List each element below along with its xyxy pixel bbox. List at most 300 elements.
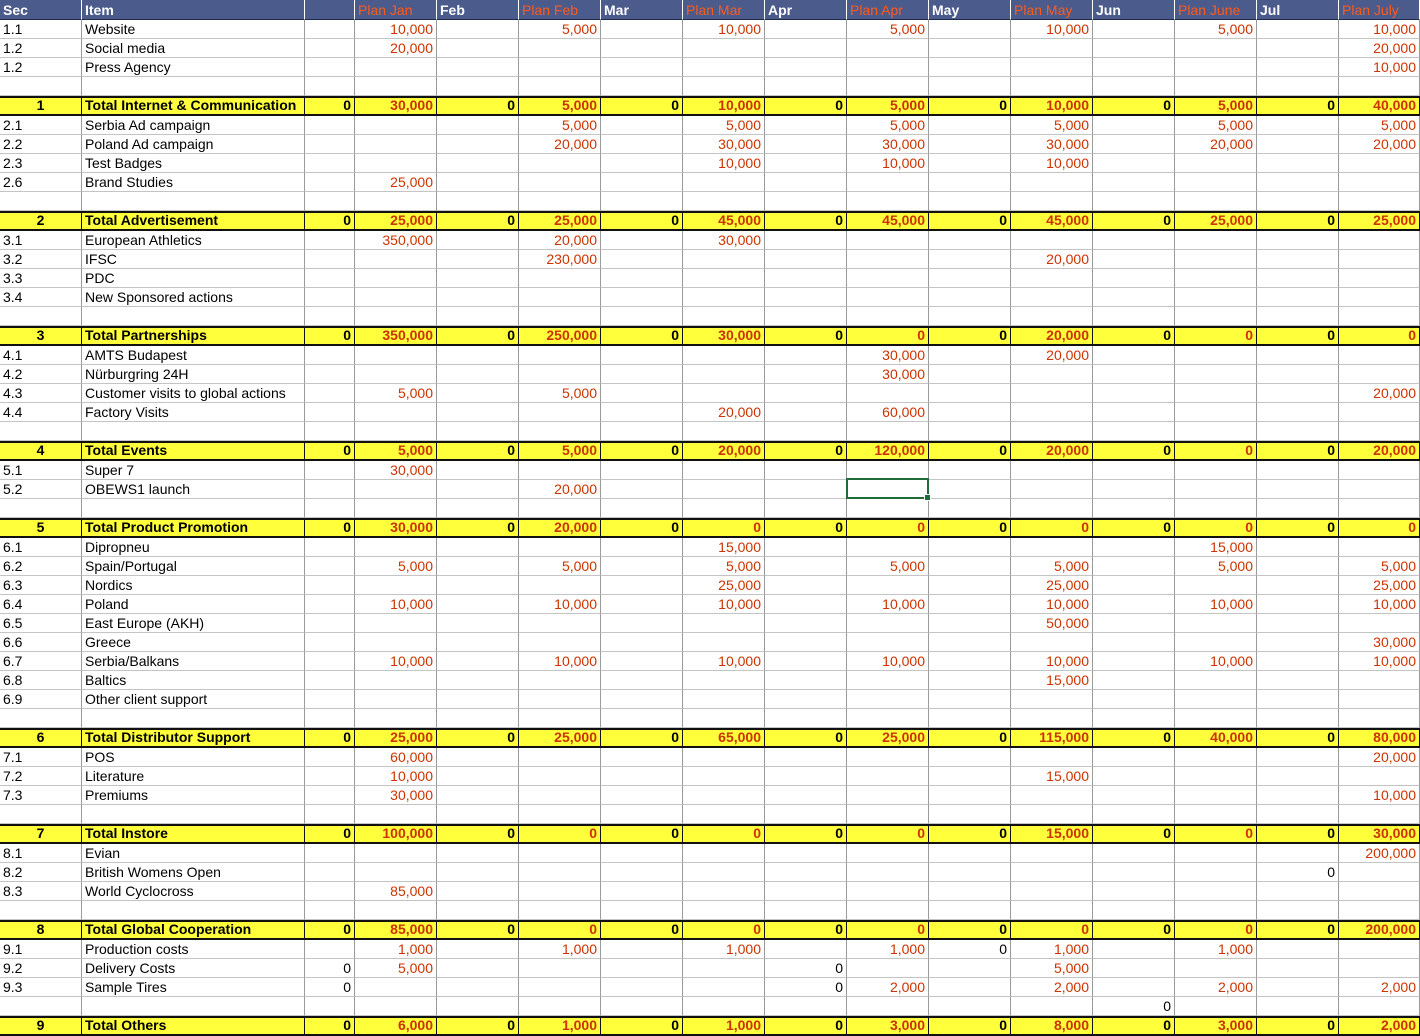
value-cell[interactable]: 20,000 (1011, 326, 1093, 346)
value-cell[interactable] (355, 346, 437, 365)
value-cell[interactable] (847, 863, 929, 882)
item-cell[interactable]: Premiums (82, 786, 305, 805)
value-cell[interactable] (601, 882, 683, 901)
value-cell[interactable] (601, 20, 683, 39)
column-header-item[interactable]: Item (82, 0, 305, 20)
value-cell[interactable] (1257, 231, 1339, 250)
value-cell[interactable] (437, 690, 519, 709)
sec-cell[interactable] (0, 192, 82, 211)
sec-cell[interactable]: 6.8 (0, 671, 82, 690)
value-cell[interactable] (437, 576, 519, 595)
value-cell[interactable]: 0 (929, 824, 1011, 844)
value-cell[interactable] (1339, 77, 1420, 96)
value-cell[interactable] (1175, 231, 1257, 250)
value-cell[interactable] (305, 576, 355, 595)
value-cell[interactable] (437, 173, 519, 192)
value-cell[interactable] (437, 269, 519, 288)
value-cell[interactable] (765, 997, 847, 1016)
value-cell[interactable] (1093, 633, 1175, 652)
value-cell[interactable]: 0 (929, 1016, 1011, 1036)
value-cell[interactable] (929, 997, 1011, 1016)
value-cell[interactable]: 10,000 (1339, 786, 1420, 805)
value-cell[interactable] (765, 384, 847, 403)
value-cell[interactable] (519, 58, 601, 77)
value-cell[interactable]: 1,000 (847, 940, 929, 959)
value-cell[interactable] (683, 959, 765, 978)
value-cell[interactable]: 200,000 (1339, 844, 1420, 863)
value-cell[interactable] (437, 863, 519, 882)
item-cell[interactable]: Test Badges (82, 154, 305, 173)
value-cell[interactable]: 20,000 (1339, 441, 1420, 461)
value-cell[interactable]: 0 (1175, 518, 1257, 538)
value-cell[interactable] (601, 767, 683, 786)
value-cell[interactable] (929, 805, 1011, 824)
value-cell[interactable]: 0 (1093, 1016, 1175, 1036)
value-cell[interactable] (1257, 786, 1339, 805)
value-cell[interactable] (683, 461, 765, 480)
value-cell[interactable] (601, 250, 683, 269)
value-cell[interactable] (1175, 576, 1257, 595)
value-cell[interactable] (305, 288, 355, 307)
value-cell[interactable]: 0 (519, 824, 601, 844)
value-cell[interactable]: 0 (601, 1016, 683, 1036)
value-cell[interactable] (1175, 346, 1257, 365)
value-cell[interactable] (1093, 192, 1175, 211)
item-cell[interactable]: IFSC (82, 250, 305, 269)
value-cell[interactable]: 10,000 (355, 652, 437, 671)
value-cell[interactable] (765, 269, 847, 288)
item-cell[interactable]: POS (82, 748, 305, 767)
value-cell[interactable] (601, 346, 683, 365)
value-cell[interactable] (1339, 154, 1420, 173)
value-cell[interactable] (437, 346, 519, 365)
value-cell[interactable] (601, 671, 683, 690)
value-cell[interactable] (1339, 461, 1420, 480)
value-cell[interactable] (847, 307, 929, 326)
value-cell[interactable] (929, 709, 1011, 728)
item-cell[interactable]: Sample Tires (82, 978, 305, 997)
value-cell[interactable] (437, 39, 519, 58)
value-cell[interactable] (305, 767, 355, 786)
value-cell[interactable] (305, 786, 355, 805)
value-cell[interactable] (1257, 346, 1339, 365)
value-cell[interactable] (1175, 269, 1257, 288)
value-cell[interactable]: 1,000 (1011, 940, 1093, 959)
value-cell[interactable]: 10,000 (1011, 154, 1093, 173)
value-cell[interactable] (1175, 384, 1257, 403)
value-cell[interactable] (1093, 690, 1175, 709)
value-cell[interactable]: 0 (437, 441, 519, 461)
value-cell[interactable]: 10,000 (683, 20, 765, 39)
value-cell[interactable] (1175, 901, 1257, 920)
value-cell[interactable]: 25,000 (847, 728, 929, 748)
value-cell[interactable] (765, 403, 847, 422)
value-cell[interactable] (1093, 422, 1175, 441)
value-cell[interactable]: 5,000 (1011, 557, 1093, 576)
value-cell[interactable] (305, 269, 355, 288)
sec-cell[interactable]: 4.4 (0, 403, 82, 422)
value-cell[interactable] (601, 480, 683, 499)
value-cell[interactable] (1257, 614, 1339, 633)
column-header-sec[interactable]: Sec (0, 0, 82, 20)
item-cell[interactable]: Nordics (82, 576, 305, 595)
value-cell[interactable] (1011, 863, 1093, 882)
value-cell[interactable]: 20,000 (1175, 135, 1257, 154)
value-cell[interactable]: 0 (1257, 326, 1339, 346)
sec-cell[interactable]: 3.1 (0, 231, 82, 250)
value-cell[interactable]: 10,000 (355, 767, 437, 786)
value-cell[interactable] (601, 365, 683, 384)
value-cell[interactable]: 0 (1175, 920, 1257, 940)
value-cell[interactable]: 10,000 (519, 595, 601, 614)
value-cell[interactable] (601, 844, 683, 863)
value-cell[interactable] (1339, 863, 1420, 882)
value-cell[interactable] (1011, 538, 1093, 557)
value-cell[interactable] (1011, 39, 1093, 58)
value-cell[interactable] (1175, 480, 1257, 499)
value-cell[interactable] (765, 307, 847, 326)
item-cell[interactable]: Evian (82, 844, 305, 863)
value-cell[interactable]: 5,000 (1175, 557, 1257, 576)
value-cell[interactable]: 1,000 (1175, 940, 1257, 959)
value-cell[interactable] (1011, 805, 1093, 824)
value-cell[interactable]: 0 (1257, 441, 1339, 461)
value-cell[interactable] (601, 231, 683, 250)
value-cell[interactable] (1093, 805, 1175, 824)
value-cell[interactable] (519, 882, 601, 901)
value-cell[interactable] (355, 576, 437, 595)
sec-cell[interactable]: 5.1 (0, 461, 82, 480)
item-cell[interactable]: OBEWS1 launch (82, 480, 305, 499)
value-cell[interactable]: 0 (765, 518, 847, 538)
value-cell[interactable] (1175, 499, 1257, 518)
value-cell[interactable]: 0 (1257, 96, 1339, 116)
value-cell[interactable]: 20,000 (1011, 441, 1093, 461)
item-cell[interactable]: Other client support (82, 690, 305, 709)
value-cell[interactable] (1011, 288, 1093, 307)
value-cell[interactable] (765, 58, 847, 77)
value-cell[interactable] (601, 384, 683, 403)
value-cell[interactable] (1175, 39, 1257, 58)
value-cell[interactable]: 20,000 (1339, 135, 1420, 154)
value-cell[interactable] (437, 192, 519, 211)
value-cell[interactable]: 5,000 (1339, 557, 1420, 576)
value-cell[interactable]: 10,000 (683, 154, 765, 173)
column-header-plan-mar[interactable]: Plan Mar (683, 0, 765, 20)
value-cell[interactable] (1093, 173, 1175, 192)
value-cell[interactable] (1339, 614, 1420, 633)
column-header-plan-feb[interactable]: Plan Feb (519, 0, 601, 20)
value-cell[interactable] (305, 805, 355, 824)
value-cell[interactable]: 0 (305, 978, 355, 997)
value-cell[interactable] (355, 288, 437, 307)
sec-cell[interactable]: 1.2 (0, 39, 82, 58)
value-cell[interactable] (601, 77, 683, 96)
value-cell[interactable]: 30,000 (1339, 633, 1420, 652)
value-cell[interactable]: 0 (765, 728, 847, 748)
value-cell[interactable] (765, 844, 847, 863)
value-cell[interactable]: 5,000 (847, 557, 929, 576)
value-cell[interactable] (519, 978, 601, 997)
value-cell[interactable] (437, 116, 519, 135)
value-cell[interactable] (683, 346, 765, 365)
value-cell[interactable]: 25,000 (519, 211, 601, 231)
value-cell[interactable] (1093, 882, 1175, 901)
value-cell[interactable] (437, 231, 519, 250)
value-cell[interactable]: 30,000 (847, 365, 929, 384)
value-cell[interactable] (929, 499, 1011, 518)
value-cell[interactable] (1093, 538, 1175, 557)
item-cell[interactable]: Poland Ad campaign (82, 135, 305, 154)
value-cell[interactable] (1093, 116, 1175, 135)
item-cell[interactable]: Super 7 (82, 461, 305, 480)
value-cell[interactable]: 20,000 (1011, 250, 1093, 269)
value-cell[interactable] (1093, 978, 1175, 997)
value-cell[interactable]: 25,000 (355, 728, 437, 748)
sec-cell[interactable]: 4.3 (0, 384, 82, 403)
value-cell[interactable] (601, 422, 683, 441)
value-cell[interactable] (1257, 135, 1339, 154)
value-cell[interactable]: 15,000 (1011, 671, 1093, 690)
value-cell[interactable] (1093, 709, 1175, 728)
sec-cell[interactable] (0, 997, 82, 1016)
value-cell[interactable] (1257, 767, 1339, 786)
value-cell[interactable]: 0 (305, 728, 355, 748)
sec-cell[interactable]: 9 (0, 1016, 82, 1036)
value-cell[interactable] (519, 786, 601, 805)
value-cell[interactable] (1093, 652, 1175, 671)
value-cell[interactable]: 0 (305, 959, 355, 978)
value-cell[interactable]: 0 (1093, 96, 1175, 116)
item-cell[interactable]: British Womens Open (82, 863, 305, 882)
value-cell[interactable] (1257, 39, 1339, 58)
column-header-plan-apr[interactable]: Plan Apr (847, 0, 929, 20)
value-cell[interactable] (519, 633, 601, 652)
column-header-feb[interactable]: Feb (437, 0, 519, 20)
value-cell[interactable] (1093, 231, 1175, 250)
sec-cell[interactable] (0, 709, 82, 728)
value-cell[interactable]: 5,000 (847, 20, 929, 39)
value-cell[interactable]: 0 (305, 96, 355, 116)
item-cell[interactable]: PDC (82, 269, 305, 288)
value-cell[interactable] (1339, 690, 1420, 709)
value-cell[interactable] (765, 940, 847, 959)
value-cell[interactable] (437, 58, 519, 77)
value-cell[interactable]: 0 (765, 96, 847, 116)
value-cell[interactable] (437, 748, 519, 767)
value-cell[interactable] (765, 901, 847, 920)
value-cell[interactable] (355, 538, 437, 557)
value-cell[interactable]: 20,000 (355, 39, 437, 58)
value-cell[interactable]: 5,000 (847, 96, 929, 116)
value-cell[interactable] (437, 20, 519, 39)
value-cell[interactable] (355, 250, 437, 269)
value-cell[interactable] (1339, 403, 1420, 422)
value-cell[interactable] (519, 748, 601, 767)
value-cell[interactable] (601, 461, 683, 480)
value-cell[interactable] (519, 538, 601, 557)
sec-cell[interactable]: 6.1 (0, 538, 82, 557)
value-cell[interactable] (305, 901, 355, 920)
value-cell[interactable] (929, 767, 1011, 786)
value-cell[interactable] (847, 690, 929, 709)
value-cell[interactable] (765, 231, 847, 250)
value-cell[interactable]: 0 (1257, 1016, 1339, 1036)
value-cell[interactable] (1175, 863, 1257, 882)
value-cell[interactable] (437, 135, 519, 154)
value-cell[interactable]: 5,000 (519, 116, 601, 135)
value-cell[interactable] (1011, 997, 1093, 1016)
value-cell[interactable] (847, 633, 929, 652)
value-cell[interactable]: 30,000 (355, 461, 437, 480)
value-cell[interactable] (519, 39, 601, 58)
value-cell[interactable]: 5,000 (683, 116, 765, 135)
value-cell[interactable] (1257, 709, 1339, 728)
value-cell[interactable] (1011, 480, 1093, 499)
value-cell[interactable] (683, 901, 765, 920)
value-cell[interactable] (305, 940, 355, 959)
value-cell[interactable] (847, 786, 929, 805)
value-cell[interactable]: 1,000 (519, 1016, 601, 1036)
sec-cell[interactable]: 6 (0, 728, 82, 748)
value-cell[interactable]: 15,000 (1011, 767, 1093, 786)
value-cell[interactable] (765, 690, 847, 709)
value-cell[interactable] (1339, 940, 1420, 959)
value-cell[interactable] (437, 805, 519, 824)
item-cell[interactable]: Total Instore (82, 824, 305, 844)
value-cell[interactable] (355, 499, 437, 518)
value-cell[interactable] (929, 422, 1011, 441)
value-cell[interactable] (1011, 844, 1093, 863)
sec-cell[interactable]: 1.1 (0, 20, 82, 39)
value-cell[interactable]: 0 (601, 441, 683, 461)
value-cell[interactable]: 0 (437, 211, 519, 231)
item-cell[interactable]: Serbia Ad campaign (82, 116, 305, 135)
value-cell[interactable] (765, 250, 847, 269)
value-cell[interactable]: 1,000 (683, 940, 765, 959)
value-cell[interactable]: 10,000 (1011, 652, 1093, 671)
value-cell[interactable]: 10,000 (355, 20, 437, 39)
value-cell[interactable] (437, 652, 519, 671)
value-cell[interactable] (1175, 786, 1257, 805)
item-cell[interactable]: Total Global Cooperation (82, 920, 305, 940)
value-cell[interactable] (437, 595, 519, 614)
value-cell[interactable]: 25,000 (355, 211, 437, 231)
value-cell[interactable]: 0 (437, 728, 519, 748)
value-cell[interactable]: 230,000 (519, 250, 601, 269)
value-cell[interactable]: 5,000 (1175, 20, 1257, 39)
value-cell[interactable]: 5,000 (355, 441, 437, 461)
value-cell[interactable]: 100,000 (355, 824, 437, 844)
value-cell[interactable] (519, 461, 601, 480)
value-cell[interactable]: 8,000 (1011, 1016, 1093, 1036)
value-cell[interactable] (847, 901, 929, 920)
value-cell[interactable] (765, 863, 847, 882)
value-cell[interactable] (1175, 614, 1257, 633)
value-cell[interactable] (305, 690, 355, 709)
value-cell[interactable] (765, 365, 847, 384)
value-cell[interactable]: 15,000 (683, 538, 765, 557)
value-cell[interactable] (305, 748, 355, 767)
value-cell[interactable] (929, 288, 1011, 307)
value-cell[interactable] (601, 173, 683, 192)
value-cell[interactable] (929, 576, 1011, 595)
sec-cell[interactable]: 1 (0, 96, 82, 116)
value-cell[interactable] (847, 499, 929, 518)
column-header-may[interactable]: May (929, 0, 1011, 20)
item-cell[interactable]: Total Partnerships (82, 326, 305, 346)
value-cell[interactable] (437, 767, 519, 786)
sec-cell[interactable]: 4 (0, 441, 82, 461)
value-cell[interactable] (683, 384, 765, 403)
item-cell[interactable]: Baltics (82, 671, 305, 690)
sec-cell[interactable]: 6.6 (0, 633, 82, 652)
value-cell[interactable] (1257, 805, 1339, 824)
value-cell[interactable] (601, 403, 683, 422)
value-cell[interactable] (929, 58, 1011, 77)
value-cell[interactable] (929, 20, 1011, 39)
value-cell[interactable]: 30,000 (1339, 824, 1420, 844)
item-cell[interactable] (82, 805, 305, 824)
item-cell[interactable]: Poland (82, 595, 305, 614)
value-cell[interactable] (1257, 480, 1339, 499)
value-cell[interactable]: 0 (601, 96, 683, 116)
value-cell[interactable] (437, 403, 519, 422)
value-cell[interactable]: 5,000 (519, 557, 601, 576)
value-cell[interactable] (1175, 748, 1257, 767)
value-cell[interactable] (1093, 959, 1175, 978)
value-cell[interactable]: 0 (765, 824, 847, 844)
value-cell[interactable] (929, 116, 1011, 135)
value-cell[interactable]: 0 (929, 326, 1011, 346)
value-cell[interactable] (1339, 538, 1420, 557)
value-cell[interactable]: 10,000 (683, 595, 765, 614)
value-cell[interactable] (929, 250, 1011, 269)
value-cell[interactable] (519, 671, 601, 690)
value-cell[interactable]: 20,000 (519, 518, 601, 538)
value-cell[interactable] (1257, 901, 1339, 920)
value-cell[interactable]: 20,000 (1011, 346, 1093, 365)
value-cell[interactable] (305, 250, 355, 269)
value-cell[interactable]: 0 (305, 1016, 355, 1036)
value-cell[interactable] (437, 480, 519, 499)
value-cell[interactable]: 0 (929, 728, 1011, 748)
value-cell[interactable] (1339, 882, 1420, 901)
value-cell[interactable] (305, 192, 355, 211)
value-cell[interactable] (305, 461, 355, 480)
value-cell[interactable] (1339, 269, 1420, 288)
value-cell[interactable] (765, 652, 847, 671)
value-cell[interactable] (1339, 901, 1420, 920)
value-cell[interactable] (1339, 767, 1420, 786)
value-cell[interactable] (929, 538, 1011, 557)
value-cell[interactable] (1339, 288, 1420, 307)
value-cell[interactable] (1339, 422, 1420, 441)
value-cell[interactable] (1257, 997, 1339, 1016)
value-cell[interactable]: 1,000 (355, 940, 437, 959)
value-cell[interactable] (1339, 307, 1420, 326)
sec-cell[interactable]: 7 (0, 824, 82, 844)
value-cell[interactable]: 20,000 (1339, 39, 1420, 58)
value-cell[interactable] (437, 959, 519, 978)
value-cell[interactable]: 10,000 (1339, 652, 1420, 671)
value-cell[interactable]: 45,000 (1011, 211, 1093, 231)
value-cell[interactable] (683, 997, 765, 1016)
value-cell[interactable] (1093, 288, 1175, 307)
value-cell[interactable] (683, 307, 765, 326)
value-cell[interactable] (1175, 633, 1257, 652)
value-cell[interactable] (683, 422, 765, 441)
